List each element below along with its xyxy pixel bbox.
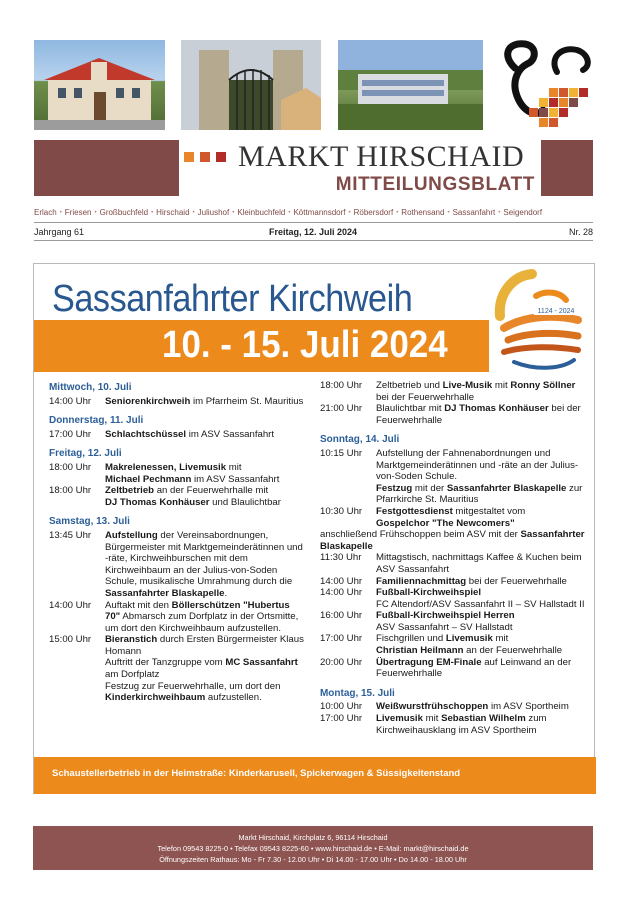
event-highlight: Kinderkirchweihbaum [105, 692, 206, 704]
event-text: ASV Sassanfahrt – SV Hallstadt [376, 621, 513, 633]
event-text: FC Altendorf/ASV Sassanfahrt II – SV Hallstadt II [376, 598, 585, 610]
gate-photo [181, 40, 321, 130]
event-highlight: Sassanfahrter Blaskapelle [105, 587, 225, 599]
village-separator: • [348, 209, 351, 216]
event-text: im ASV Sportheim [488, 701, 569, 713]
day-heading: Freitag, 12. Juli [49, 447, 122, 460]
issue-number: Nr. 28 [568, 227, 593, 237]
event-highlight: Ronny Söllner [510, 380, 576, 391]
divider [34, 240, 593, 241]
event-text: im Pfarrheim St. Mauritius [190, 395, 304, 407]
event-text: und Blaulichtbar [209, 496, 281, 508]
event-highlight: Festgottesdienst [376, 505, 453, 517]
event-time: 10:30 Uhr [320, 505, 363, 517]
village-separator: • [232, 209, 235, 216]
village-name: Sassanfahrt [452, 208, 496, 217]
event-entry [320, 576, 586, 588]
event-continuation [49, 657, 307, 680]
village-name: Juliushof [197, 208, 230, 217]
day-heading: Donnerstag, 11. Juli [49, 414, 144, 427]
event-time: 15:00 Uhr [49, 634, 92, 646]
village-name: Seigendorf [503, 208, 543, 217]
village-separator: • [288, 209, 291, 216]
event-text: aufzustellen. [205, 692, 262, 704]
footer-opening-hours: Öffnungszeiten Rathaus: Mo - Fr 7.30 - 12.00 Uhr • Di 14.00 - 17.00 Uhr • Do 14.00 - 18.00 Uhr [159, 855, 467, 864]
village-separator: • [498, 209, 501, 216]
village-separator: • [447, 209, 450, 216]
event-entry [320, 506, 586, 529]
issue-volume: Jahrgang 61 [34, 227, 85, 237]
issue-info [34, 227, 593, 239]
event-text: mit [226, 461, 242, 473]
event-highlight: Livemusik [445, 633, 493, 645]
footer [33, 826, 593, 870]
event-highlight: Schlachtschüssel [105, 428, 187, 440]
event-time: 18:00 Uhr [49, 461, 92, 473]
event-entry [49, 429, 307, 441]
event-highlight: Livemusik [376, 713, 423, 725]
event-highlight: Christian Heilmann [376, 645, 464, 657]
event-highlight: Live-Musik [442, 380, 493, 391]
event-entry [49, 634, 307, 657]
info-banner-text: Schaustellerbetrieb in der Heimstraße: Kinderkarusell, Spickerwagen & Süssigkeitenstand [52, 768, 461, 779]
poster-title: Sassanfahrter Kirchweih [52, 278, 413, 320]
event-highlight: Michael Pechmann [105, 473, 192, 485]
event-text: bei der Feuerwehrhalle [376, 391, 475, 403]
event-highlight: Sebastian Wilhelm [441, 713, 526, 725]
event-highlight: Fußball-Kirchweihspiel Herren [376, 610, 515, 622]
village-separator: • [396, 209, 399, 216]
schedule-left-column [49, 378, 307, 704]
event-text: mit [492, 633, 509, 645]
event-text: auf Leinwand an der Feuerwehrhalle [376, 656, 572, 680]
village-name: Hirschaid [156, 208, 190, 217]
event-highlight: Weißwurstfrühschoppen [376, 701, 489, 713]
event-entry [320, 403, 586, 426]
masthead-band-right [541, 140, 593, 196]
event-highlight: Zeltbetrieb [105, 485, 155, 497]
event-text: Auftritt der Tanzgruppe vom [105, 657, 226, 669]
event-highlight: Übertragung EM-Finale [376, 656, 482, 668]
event-time: 14:00 Uhr [320, 575, 363, 587]
event-entry [49, 485, 307, 508]
event-entry [320, 610, 586, 633]
event-highlight: MC Sassanfahrt [225, 657, 298, 669]
event-text: durch Ersten Bürgermeister Klaus Homann [105, 634, 304, 657]
school-photo [338, 40, 483, 130]
event-entry [49, 462, 307, 485]
event-entry [320, 633, 586, 656]
event-time: 17:00 Uhr [49, 428, 92, 440]
day-heading: Mittwoch, 10. Juli [49, 381, 132, 393]
footer-address: Markt Hirschaid, Kirchplatz 6, 96114 Hirschaid [238, 833, 388, 842]
event-highlight: Familiennachmittag [376, 575, 467, 587]
event-text: bei der Feuerwehrhalle [376, 403, 581, 426]
kirchweih-poster [33, 263, 595, 794]
event-text: anschließend [320, 529, 378, 541]
event-time: 16:00 Uhr [320, 610, 363, 622]
event-entry [320, 552, 586, 575]
anniversary-logo [474, 266, 589, 376]
event-text: mit [422, 713, 442, 725]
event-highlight: Bieranstich [105, 634, 158, 646]
event-text: Aufstellung der Fahnenabordnungen und Marktgemeinderätinnen und -räte an der Julius-von-Soden Schule. [376, 447, 579, 483]
event-text: an der Feuerwehrhalle [463, 645, 563, 657]
event-text: der Vereinsabordnungen, Bürgermeister mit Marktgemeinderätinnen und -räte, Kirchweihburschen mit dem Kirchweihbaum an der Julius-von-Soden Schule, musikalische Umrahmung durch die [105, 529, 303, 588]
logo-years: 1124 - 2024 [537, 308, 575, 315]
event-text: an der Feuerwehrhalle mit [154, 485, 269, 497]
event-highlight: Böllerschützen "Hubertus 70" [105, 599, 290, 623]
event-text: mitgestaltet vom [452, 505, 526, 517]
event-text: mit [492, 380, 511, 391]
event-entry [320, 587, 586, 610]
poster-dates: 10. - 15. Juli 2024 [162, 324, 448, 366]
village-name: Köttmannsdorf [293, 208, 346, 217]
accent-square [184, 152, 194, 162]
event-highlight: Fußball-Kirchweihspiel [376, 587, 482, 599]
event-text: Fischgrillen und [376, 633, 446, 645]
footer-contact: Telefon 09543 8225-0 • Telefax 09543 8225-60 • www.hirschaid.de • E-Mail: markt@hirschaid.de [157, 844, 469, 853]
event-highlight: Sassanfahrter Blaskapelle [446, 482, 567, 494]
town-hall-photo [34, 40, 165, 130]
event-time: 21:00 Uhr [320, 403, 363, 415]
event-continuation [320, 529, 586, 552]
event-entry [320, 713, 586, 736]
event-text: Festzug zur Feuerwehrhalle, um dort den [105, 680, 281, 692]
hirschaid-logo [497, 38, 595, 134]
event-continuation [49, 681, 307, 704]
village-name: Großbuchfeld [99, 208, 149, 217]
masthead-title: MARKT HIRSCHAID [238, 140, 525, 173]
event-text: bei der Feuerwehrhalle [466, 575, 567, 587]
event-entry [320, 448, 586, 506]
accent-square [216, 152, 226, 162]
event-text: zum Kirchweihausklang im ASV Sportheim [376, 713, 547, 736]
day-heading: Montag, 15. Juli [320, 686, 395, 699]
event-entry [49, 600, 307, 635]
event-text: mit der [412, 482, 447, 494]
event-entry [49, 396, 307, 408]
village-separator: • [192, 209, 195, 216]
event-time: 13:45 Uhr [49, 529, 92, 541]
masthead-band-left [34, 140, 179, 196]
event-highlight: Gospelchor "The Newcomers" [376, 517, 515, 529]
event-text: am Dorfplatz [105, 669, 160, 681]
village-name: Rothensand [401, 208, 445, 217]
village-name: Röbersdorf [353, 208, 394, 217]
event-entry [320, 657, 586, 680]
event-time: 14:00 Uhr [49, 599, 92, 611]
event-time: 18:00 Uhr [49, 485, 92, 497]
village-separator: • [151, 209, 154, 216]
village-separator: • [94, 209, 97, 216]
event-highlight: Makrelenessen, Livemusik [105, 461, 227, 473]
event-highlight: Sassanfahrter Blaskapelle [320, 529, 585, 552]
event-text: Mittagstisch, nachmittags Kaffee & Kuchen beim ASV Sassanfahrt [376, 552, 582, 575]
schedule-right-column [320, 380, 586, 736]
masthead-subtitle: MITTEILUNGSBLATT [335, 174, 535, 195]
event-time: 11:30 Uhr [320, 552, 362, 564]
event-text: Blaulichtbar mit [376, 403, 445, 415]
divider [34, 222, 593, 223]
event-entry [320, 701, 586, 713]
event-highlight: Seniorenkirchweih [105, 395, 191, 407]
accent-square [200, 152, 210, 162]
event-text: . [224, 587, 228, 599]
village-separator: • [59, 209, 62, 216]
event-time: 17:00 Uhr [320, 633, 363, 645]
event-text: Zeltbetrieb und [376, 380, 443, 391]
event-highlight: Festzug [376, 482, 413, 494]
event-text: Frühschoppen beim ASV mit der [377, 529, 521, 541]
event-text: Auftakt mit den [105, 599, 172, 611]
village-name: Kleinbuchfeld [237, 208, 286, 217]
day-heading: Sonntag, 14. Juli [320, 433, 400, 446]
issue-date: Freitag, 12. Juli 2024 [269, 227, 358, 237]
event-time: 10:15 Uhr [320, 447, 363, 459]
event-time: 10:00 Uhr [320, 701, 363, 713]
event-highlight: Aufstellung [105, 529, 158, 541]
village-list [34, 208, 594, 217]
event-highlight: DJ Thomas Konhäuser [444, 403, 549, 415]
village-name: Erlach [34, 208, 57, 217]
event-text: im ASV Sassanfahrt [191, 473, 280, 485]
event-entry [320, 380, 586, 403]
event-entry [49, 530, 307, 600]
event-text: zur Pfarrkirche St. Mauritius [376, 482, 583, 506]
event-time: 20:00 Uhr [320, 656, 363, 668]
event-time: 17:00 Uhr [320, 713, 363, 725]
event-text: Abmarsch zum Dorfplatz in der Ortsmitte, um dort den Kirchweihbaum aufzustellen. [105, 611, 299, 634]
day-heading: Samstag, 13. Juli [49, 515, 130, 528]
event-highlight: DJ Thomas Konhäuser [105, 496, 210, 508]
event-text: im ASV Sassanfahrt [186, 428, 275, 440]
village-name: Friesen [64, 208, 92, 217]
event-time: 14:00 Uhr [320, 587, 363, 599]
event-time: 18:00 Uhr [320, 380, 363, 391]
event-time: 14:00 Uhr [49, 395, 92, 407]
